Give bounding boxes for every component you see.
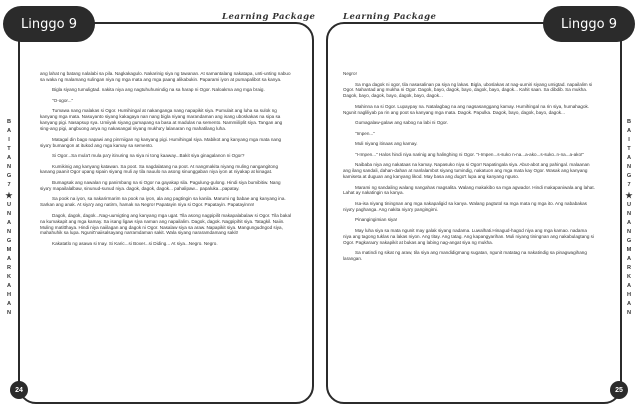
side-label-letter: I [8, 137, 10, 143]
left-page-number: 24 [10, 381, 28, 399]
side-label-letter: M [6, 247, 12, 253]
side-label-letter: U [6, 202, 12, 208]
right-running-head: Learning Package [343, 12, 437, 22]
paragraph: Sa pook na iyon, sa nakarirmarim na pook na iyon, ala ang pagtingin sa kanila. Marumi ng babae ang kanyang ina. Sarkan ang anak. At siya'y ang natirm, hamak na Negro! Papatayin niya si Ogor. Papatayin. Papatayinnn! [40, 196, 286, 208]
side-label-letter: R [6, 265, 12, 271]
paragraph: Isa-isa niyang tiningnan ang mga nakapaligid sa kanya. Walang pagtutol sa mga mata ng mga ito. Ang nababakas niya'y paghanga. Ang nakita niya'y pangingimi. [343, 200, 587, 212]
side-label-letter: N [6, 164, 12, 170]
paragraph: Mahinna na si Ogor. Lupaypay na. Natalagbag na ang nagsasanggang kamay. Humihingal na rin siya, humahagok. Ngunit nagliliyab pa rin ang poot sa kanyang mga mata. Dagok. Papulka. Dagok, bayo, dagok, bayo, dagok... [343, 103, 590, 115]
side-label-letter: A [6, 301, 12, 307]
side-label-letter: A [626, 220, 632, 226]
paragraph: Marami ng sandaling walang nangahas magsalita. Walang makakibo sa mga agwador. Hindi makapaniwala ang lahat. Lahat ay nakatingin sa kanya. [343, 184, 595, 196]
star-icon: ★ [625, 191, 633, 200]
side-label-letter: G [626, 238, 632, 244]
right-week-tab: Linggo 9 [543, 6, 635, 42]
side-label-letter: B [626, 119, 632, 125]
side-label-letter: N [626, 211, 632, 217]
side-label-letter: B [6, 119, 12, 125]
side-label-letter: N [6, 229, 12, 235]
side-label-letter: R [626, 265, 632, 271]
side-label-letter: U [626, 202, 632, 208]
side-label-letter: A [626, 283, 632, 289]
paragraph: "Impen..." [355, 130, 375, 136]
side-label-letter: G [6, 238, 12, 244]
side-label-letter: G [626, 173, 632, 179]
paragraph: "O-ogor..." [52, 97, 74, 103]
paragraph: Tumawa nang malakas si Ogor. Humihingal at nakanganga nang napapikit siya. Pumulait ang luha sa sulok ng kanyang mga mata. Nasuyanto siyang kakagaya nan nang bigla niyang marandaman ang isang uboskakas na sipa sa kanyang pigi. Nasapsup sya. Umiiyak siyang gumapang sa basa at madulas na semento. Nammiiliplit siya. Tangan ang sing-ang pigi, angbuong anya ng nakasangal niyang mukha'y lalanaran ng mahatilang luha. [40, 108, 283, 132]
right-page-number: 25 [610, 381, 628, 399]
left-week-tab: Linggo 9 [3, 6, 95, 42]
side-label-letter: A [6, 283, 12, 289]
paragraph: Sa mga dagok ni ogor, tila nasasalinan pa siya ng lakas. Bigla, uboslakas at nag-uumiri siyang umigtad. napailalim si Ogor. Nahantad ang mukha ni Ogor. Dagok, bayo, dagok, bayo, dagok, bayo, dagok... Kahit saan. Sa dibdib. Sa mukha. Dagok, bayo, dagok, bayo, dagok, bayo, dagok... [343, 81, 593, 99]
side-label-letter: T [627, 146, 631, 152]
paragraph: Bumagsak ang nawalan ng panimbang na si Ogor na gayakap sila. Pagulung-gulong. Hindi siya bumibitiw. Nang siya'y mapailalalbaw, sinunud-sunud niya. dagok, dagok, dagok... pahalipaw... papaluka...papatay. [40, 179, 281, 191]
paragraph: Kumikinig ang kanyang katawan. Sa poot. Sa nagdalatang na poot. At nangmakita niyang muling nangangitong kanang paaniI Ogor upang sipain siyang muli ay tila nauulo na asong sinunggaban niya iyon at niyakap at kinagat. [40, 163, 279, 175]
paragraph: Pinangingimian siya! [355, 217, 398, 223]
side-label-letter: A [626, 155, 632, 161]
side-label-letter: N [626, 164, 632, 170]
side-label-letter: A [626, 256, 632, 262]
side-label-letter: I [628, 137, 630, 143]
side-label-letter: N [6, 211, 12, 217]
paragraph: Negro! [343, 71, 357, 76]
paragraph: Dagok, dagok, dagok...Nag-uumigting ang kanyang mga ugat. Tila asong nagpipilit makapalabalaw si Ogor. Tila bakal na kumakapit ang mga kamay. Sa isang ligaw siya naman ang napailalim. Dagok, dagok. Nagpipihit siya. Tatagkil. Naiin. Muling matitthaya. Hindi niya naiilagan ang dagok ni Ogor. Nasalaw siya sa araw. Napapikit siya. Mangungudngod siya, mahahuhik sa lupa. Ngunit'naiisalsayang narramdaman sakit. Wala siyang nararamdamang sakit! [40, 212, 292, 236]
left-page-body [40, 71, 292, 396]
side-label-letter: K [6, 274, 12, 280]
paragraph: Sa matindi ng sikat ng araw, tila siya ang mandidigmang sugatan, ngunit matatag na nakatindig sa pinagwagihang larangan. [343, 250, 587, 262]
star-icon: ★ [5, 191, 13, 200]
side-label-letter: A [626, 301, 632, 307]
side-label-letter: A [6, 155, 12, 161]
right-side-label [624, 118, 634, 318]
side-label-letter: M [626, 247, 632, 253]
side-label-letter: N [6, 310, 12, 316]
side-label-letter: T [7, 146, 11, 152]
paragraph: Kakatatlo ng asawa si Inay. Si Karic...si Boxer...si Diding... At siya...Negro. Negro. [52, 240, 218, 246]
paragraph: Matagal din bago napawi ang pinrniigan ng kanyang pigi. Humihingal siya. Mabikot ang kanyang mga mata nang siya'y bumangon at itukod ang mga kamay sa semento. [40, 136, 282, 148]
left-side-label [4, 118, 14, 318]
paragraph: ang lahat ng batang nalalabi sa pila. Nagkakagulo. Nakarinig siya ng tawanan. At samantalang nakatapa, unti-unting nabuo sa waka ng malamang sulingan niya ng mga mata ang mga paang alikabukin. Paparami iyon at pumapalibot sa kanya. [40, 71, 291, 82]
paragraph: Muli niyang itinaas ang kamay. [355, 141, 418, 147]
paragraph: Si Ogor...Sa mula't mula pa'y itinuring na siya ni tong kaaway...Bakit siya ginagalanon ni Ogor? [52, 153, 245, 159]
side-label-letter: A [6, 256, 12, 262]
side-label-letter: N [626, 310, 632, 316]
paragraph: Gumagalaw-galaw ang sabog na labi ni Ogor. [355, 120, 448, 126]
side-label-letter: H [6, 292, 12, 298]
paragraph: May luha siya sa mata ngunit may galak siyang nadama. Luwalhati.Hinagud-hagod niya ang mga kamao. nadama niya ang tagong tuklas na lakas niyon. Ang titay. Ang tatag. Ang kapangyarihan. Muli niyang tiningnan ang nakabulagtang si Ogor. Pagkaraa'y nakapikit at bukas ang labing nag-angat siya ng mukha. [343, 227, 594, 245]
left-running-head: Learning Package [222, 12, 316, 22]
side-label-letter: A [6, 220, 12, 226]
paragraph: "I-Impen..." Halos hindi niya narinig ang halinghing ni Ogor. "I-Impen...s-suko n-na...a-ako...s-suko..n-na...a-ako!" [355, 151, 584, 157]
side-label-letter: N [626, 229, 632, 235]
paragraph: Bigla siyang tumuligtad. nakita niya ang nagtuhuhunindig na sa harap ni Ogor. Naloakma ang mga braig. [52, 87, 265, 93]
side-label-letter: 7 [7, 182, 11, 188]
side-label-letter: 7 [627, 182, 631, 188]
side-label-letter: G [6, 173, 12, 179]
side-label-letter: K [626, 274, 632, 280]
side-label-letter: A [6, 128, 12, 134]
side-label-letter: H [626, 292, 632, 298]
right-page-body [343, 71, 595, 396]
side-label-letter: A [626, 128, 632, 134]
paragraph: Naibaba niya ang nakataas na kamay. Napasuko niya si Ogor! Napatingala siya. Abut-abot ang pahingal. malaanan ang ilang sandali, dahan-dahan at nanlalambot siyang tumindig, nakatuon ang mga mata kay Ogor. Wasak ang kanyang kamiseta at duguan ang kanyang likod. May basa ang dugo't lupa ang kanyang nguso. [343, 162, 590, 180]
